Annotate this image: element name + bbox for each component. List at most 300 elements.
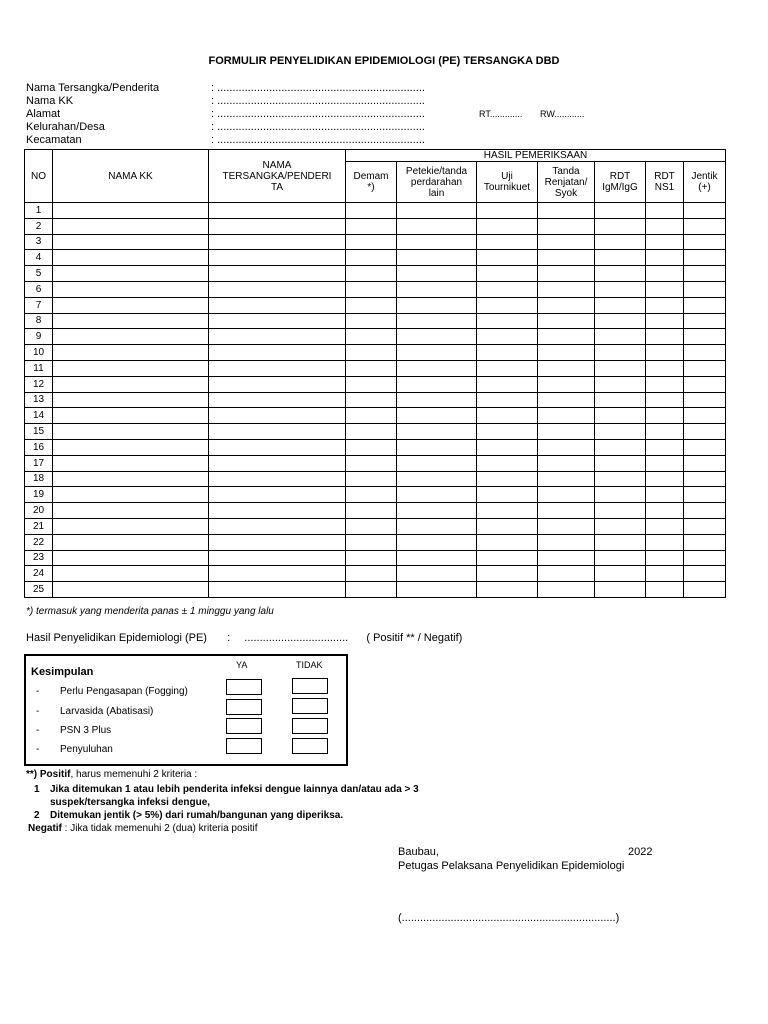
table-cell[interactable]	[595, 234, 646, 250]
table-cell[interactable]	[477, 250, 538, 266]
table-cell[interactable]	[53, 518, 209, 534]
table-cell[interactable]	[595, 408, 646, 424]
table-cell[interactable]	[595, 424, 646, 440]
table-cell[interactable]	[595, 550, 646, 566]
table-cell[interactable]	[684, 392, 726, 408]
table-cell[interactable]	[595, 376, 646, 392]
table-cell[interactable]	[346, 392, 397, 408]
table-cell[interactable]	[346, 455, 397, 471]
table-row	[25, 392, 726, 408]
ya-checkbox-fogging[interactable]	[226, 679, 262, 695]
info-label: Kelurahan/Desa	[26, 121, 105, 133]
table-cell[interactable]	[538, 234, 595, 250]
table-cell[interactable]	[538, 455, 595, 471]
table-cell[interactable]	[477, 503, 538, 519]
table-cell[interactable]	[595, 360, 646, 376]
table-cell[interactable]	[538, 360, 595, 376]
table-cell[interactable]	[397, 487, 477, 503]
table-cell[interactable]	[684, 203, 726, 219]
table-cell[interactable]	[538, 297, 595, 313]
table-cell[interactable]	[209, 234, 346, 250]
table-cell[interactable]	[595, 582, 646, 598]
table-cell[interactable]	[477, 408, 538, 424]
table-cell[interactable]	[684, 297, 726, 313]
table-cell[interactable]	[684, 582, 726, 598]
table-cell[interactable]	[538, 550, 595, 566]
table-cell[interactable]	[684, 424, 726, 440]
table-cell[interactable]	[646, 487, 684, 503]
header-no: NO	[25, 150, 53, 203]
table-cell[interactable]	[209, 266, 346, 282]
table-cell[interactable]	[397, 471, 477, 487]
table-cell[interactable]	[477, 439, 538, 455]
table-cell[interactable]	[538, 250, 595, 266]
kesimpulan-item: - Perlu Pengasapan (Fogging)	[36, 686, 188, 697]
table-cell[interactable]	[53, 376, 209, 392]
table-cell[interactable]	[477, 376, 538, 392]
table-cell[interactable]	[684, 376, 726, 392]
table-cell[interactable]	[538, 329, 595, 345]
table-cell[interactable]	[646, 281, 684, 297]
table-cell[interactable]	[538, 281, 595, 297]
table-cell[interactable]	[346, 203, 397, 219]
table-cell[interactable]	[538, 439, 595, 455]
table-cell[interactable]	[397, 424, 477, 440]
table-cell[interactable]	[595, 566, 646, 582]
table-row	[25, 471, 726, 487]
table-cell[interactable]	[346, 345, 397, 361]
table-row	[25, 203, 726, 219]
table-cell[interactable]	[538, 487, 595, 503]
table-cell[interactable]	[346, 487, 397, 503]
table-cell[interactable]	[346, 408, 397, 424]
examination-table	[24, 149, 726, 598]
header-demam: Demam *)	[346, 162, 397, 203]
table-cell[interactable]	[53, 297, 209, 313]
row-number: 23	[25, 550, 53, 566]
table-cell[interactable]	[646, 566, 684, 582]
table-cell[interactable]	[538, 266, 595, 282]
table-cell[interactable]	[53, 487, 209, 503]
table-cell[interactable]	[595, 218, 646, 234]
table-cell[interactable]	[595, 329, 646, 345]
table-cell[interactable]	[53, 313, 209, 329]
table-cell[interactable]	[684, 455, 726, 471]
criteria-1-cont: suspek/tersangka infeksi dengue,	[50, 797, 211, 808]
table-cell[interactable]	[684, 487, 726, 503]
table-cell[interactable]	[595, 203, 646, 219]
table-cell[interactable]	[53, 392, 209, 408]
table-cell[interactable]	[346, 439, 397, 455]
table-cell[interactable]	[397, 203, 477, 219]
table-cell[interactable]	[595, 266, 646, 282]
table-cell[interactable]	[346, 218, 397, 234]
table-cell[interactable]	[646, 266, 684, 282]
tidak-header: TIDAK	[296, 660, 323, 670]
table-cell[interactable]	[538, 518, 595, 534]
table-cell[interactable]	[684, 234, 726, 250]
table-cell[interactable]	[346, 313, 397, 329]
table-row	[25, 487, 726, 503]
table-cell[interactable]	[477, 266, 538, 282]
table-cell[interactable]	[209, 424, 346, 440]
table-cell[interactable]	[397, 281, 477, 297]
table-cell[interactable]	[684, 534, 726, 550]
table-cell[interactable]	[477, 471, 538, 487]
table-cell[interactable]	[397, 534, 477, 550]
info-value: : ....................................................................	[211, 95, 425, 107]
kesimpulan-item: - Larvasida (Abatisasi)	[36, 706, 154, 717]
table-cell[interactable]	[477, 345, 538, 361]
table-row	[25, 234, 726, 250]
table-cell[interactable]	[684, 471, 726, 487]
table-cell[interactable]	[346, 234, 397, 250]
table-cell[interactable]	[209, 455, 346, 471]
table-cell[interactable]	[595, 518, 646, 534]
table-cell[interactable]	[684, 566, 726, 582]
info-value: : ....................................................................	[211, 108, 425, 120]
table-cell[interactable]	[595, 455, 646, 471]
table-cell[interactable]	[646, 360, 684, 376]
table-cell[interactable]	[209, 360, 346, 376]
table-cell[interactable]	[684, 408, 726, 424]
table-cell[interactable]	[595, 503, 646, 519]
table-cell[interactable]	[538, 566, 595, 582]
hasil-pe-options: ( Positif ** / Negatif)	[366, 632, 463, 644]
ya-header: YA	[236, 660, 248, 670]
table-cell[interactable]	[595, 345, 646, 361]
info-value: : ....................................................................	[211, 121, 425, 133]
table-cell[interactable]	[397, 392, 477, 408]
table-row	[25, 518, 726, 534]
rt-field: RT.............	[479, 109, 523, 119]
table-cell[interactable]	[538, 203, 595, 219]
row-number: 15	[25, 424, 53, 440]
table-cell[interactable]	[346, 360, 397, 376]
table-cell[interactable]	[209, 487, 346, 503]
table-cell[interactable]	[538, 534, 595, 550]
table-cell[interactable]	[684, 345, 726, 361]
signature-name-line: (......................................................................)	[398, 912, 620, 924]
row-number: 21	[25, 518, 53, 534]
table-cell[interactable]	[684, 503, 726, 519]
table-cell[interactable]	[477, 455, 538, 471]
table-cell[interactable]	[477, 424, 538, 440]
table-cell[interactable]	[209, 518, 346, 534]
table-cell[interactable]	[646, 250, 684, 266]
row-number: 2	[25, 218, 53, 234]
table-cell[interactable]	[595, 439, 646, 455]
table-cell[interactable]	[538, 503, 595, 519]
table-cell[interactable]	[397, 360, 477, 376]
table-cell[interactable]	[684, 550, 726, 566]
ya-checkbox-psn[interactable]	[226, 718, 262, 734]
table-row	[25, 297, 726, 313]
table-cell[interactable]	[684, 266, 726, 282]
table-cell[interactable]	[646, 392, 684, 408]
table-cell[interactable]	[477, 329, 538, 345]
table-cell[interactable]	[538, 313, 595, 329]
table-cell[interactable]	[397, 313, 477, 329]
header-rdt-igm: RDT IgM/IgG	[595, 162, 646, 203]
tidak-checkbox-psn[interactable]	[292, 718, 328, 734]
table-cell[interactable]	[346, 281, 397, 297]
table-cell[interactable]	[397, 345, 477, 361]
table-cell[interactable]	[346, 534, 397, 550]
row-number: 8	[25, 313, 53, 329]
table-cell[interactable]	[595, 487, 646, 503]
table-cell[interactable]	[477, 360, 538, 376]
table-cell[interactable]	[209, 392, 346, 408]
table-row	[25, 250, 726, 266]
table-cell[interactable]	[595, 471, 646, 487]
table-cell[interactable]	[646, 218, 684, 234]
table-cell[interactable]	[538, 218, 595, 234]
table-cell[interactable]	[53, 566, 209, 582]
row-number: 11	[25, 360, 53, 376]
table-cell[interactable]	[477, 297, 538, 313]
table-cell[interactable]	[397, 503, 477, 519]
table-cell[interactable]	[477, 392, 538, 408]
table-cell[interactable]	[477, 487, 538, 503]
info-label: Nama Tersangka/Penderita	[26, 82, 160, 94]
table-cell[interactable]	[209, 203, 346, 219]
table-cell[interactable]	[53, 218, 209, 234]
table-cell[interactable]	[53, 281, 209, 297]
kesimpulan-item: - Penyuluhan	[36, 744, 113, 755]
table-cell[interactable]	[684, 360, 726, 376]
table-cell[interactable]	[595, 297, 646, 313]
table-row	[25, 408, 726, 424]
table-cell[interactable]	[346, 550, 397, 566]
table-cell[interactable]	[538, 392, 595, 408]
table-cell[interactable]	[209, 550, 346, 566]
table-cell[interactable]	[397, 250, 477, 266]
table-cell[interactable]	[209, 408, 346, 424]
table-cell[interactable]	[346, 566, 397, 582]
table-cell[interactable]	[646, 534, 684, 550]
table-cell[interactable]	[209, 218, 346, 234]
info-label: Nama KK	[26, 95, 74, 107]
table-cell[interactable]	[477, 203, 538, 219]
table-cell[interactable]	[397, 234, 477, 250]
table-cell[interactable]	[477, 550, 538, 566]
table-cell[interactable]	[346, 424, 397, 440]
table-cell[interactable]	[646, 345, 684, 361]
signature-block	[398, 846, 698, 924]
table-cell[interactable]	[346, 297, 397, 313]
table-cell[interactable]	[646, 550, 684, 566]
header-jentik: Jentik (+)	[684, 162, 726, 203]
table-cell[interactable]	[209, 281, 346, 297]
table-cell[interactable]	[53, 534, 209, 550]
table-cell[interactable]	[397, 566, 477, 582]
table-cell[interactable]	[53, 360, 209, 376]
table-cell[interactable]	[53, 503, 209, 519]
criteria-negatif: Negatif : Jika tidak memenuhi 2 (dua) kriteria positif	[28, 823, 258, 834]
table-cell[interactable]	[209, 297, 346, 313]
row-number: 17	[25, 455, 53, 471]
hasil-pe-colon: :	[227, 632, 231, 644]
table-cell[interactable]	[53, 424, 209, 440]
table-cell[interactable]	[595, 281, 646, 297]
table-row	[25, 534, 726, 550]
table-cell[interactable]	[477, 218, 538, 234]
table-row	[25, 329, 726, 345]
table-cell[interactable]	[53, 234, 209, 250]
row-number: 4	[25, 250, 53, 266]
tidak-checkbox-fogging[interactable]	[292, 678, 328, 694]
tidak-checkbox-penyuluhan[interactable]	[292, 738, 328, 754]
table-cell[interactable]	[684, 313, 726, 329]
row-number: 3	[25, 234, 53, 250]
table-cell[interactable]	[595, 392, 646, 408]
table-row	[25, 424, 726, 440]
table-cell[interactable]	[477, 534, 538, 550]
table-cell[interactable]	[346, 266, 397, 282]
table-cell[interactable]	[538, 345, 595, 361]
table-cell[interactable]	[538, 582, 595, 598]
table-cell[interactable]	[646, 503, 684, 519]
footnote: *) termasuk yang menderita panas ± 1 minggu yang lalu	[26, 606, 274, 617]
table-cell[interactable]	[53, 550, 209, 566]
row-number: 6	[25, 281, 53, 297]
ya-checkbox-penyuluhan[interactable]	[226, 738, 262, 754]
table-cell[interactable]	[346, 518, 397, 534]
row-number: 19	[25, 487, 53, 503]
table-cell[interactable]	[477, 313, 538, 329]
table-cell[interactable]	[53, 203, 209, 219]
table-row	[25, 281, 726, 297]
table-cell[interactable]	[477, 281, 538, 297]
row-number: 18	[25, 471, 53, 487]
table-row	[25, 360, 726, 376]
table-cell[interactable]	[397, 329, 477, 345]
table-cell[interactable]	[538, 471, 595, 487]
table-cell[interactable]	[346, 471, 397, 487]
info-label: Alamat	[26, 108, 61, 120]
table-cell[interactable]	[646, 203, 684, 219]
table-cell[interactable]	[346, 250, 397, 266]
table-cell[interactable]	[209, 376, 346, 392]
table-cell[interactable]	[53, 408, 209, 424]
table-cell[interactable]	[397, 266, 477, 282]
table-cell[interactable]	[209, 503, 346, 519]
table-cell[interactable]	[346, 503, 397, 519]
table-cell[interactable]	[684, 218, 726, 234]
table-cell[interactable]	[646, 518, 684, 534]
table-cell[interactable]	[397, 439, 477, 455]
tidak-checkbox-larvasida[interactable]	[292, 698, 328, 714]
table-cell[interactable]	[209, 250, 346, 266]
table-cell[interactable]	[538, 408, 595, 424]
table-cell[interactable]	[53, 582, 209, 598]
table-row	[25, 345, 726, 361]
table-cell[interactable]	[397, 376, 477, 392]
table-cell[interactable]	[684, 439, 726, 455]
table-cell[interactable]	[209, 566, 346, 582]
table-cell[interactable]	[397, 297, 477, 313]
table-cell[interactable]	[397, 455, 477, 471]
table-cell[interactable]	[646, 455, 684, 471]
table-row	[25, 582, 726, 598]
row-number: 12	[25, 376, 53, 392]
table-cell[interactable]	[684, 281, 726, 297]
table-cell[interactable]	[684, 250, 726, 266]
table-cell[interactable]	[684, 518, 726, 534]
table-cell[interactable]	[477, 518, 538, 534]
row-number: 22	[25, 534, 53, 550]
table-cell[interactable]	[53, 471, 209, 487]
table-cell[interactable]	[595, 313, 646, 329]
table-row	[25, 439, 726, 455]
table-cell[interactable]	[397, 550, 477, 566]
table-cell[interactable]	[646, 313, 684, 329]
row-number: 16	[25, 439, 53, 455]
table-cell[interactable]	[209, 582, 346, 598]
table-cell[interactable]	[53, 250, 209, 266]
table-cell[interactable]	[684, 329, 726, 345]
table-cell[interactable]	[397, 582, 477, 598]
signature-year: 2022	[628, 846, 653, 858]
table-cell[interactable]	[209, 329, 346, 345]
table-cell[interactable]	[646, 424, 684, 440]
table-cell[interactable]	[595, 250, 646, 266]
table-cell[interactable]	[346, 329, 397, 345]
header-rdt-ns1: RDT NS1	[646, 162, 684, 203]
kesimpulan-title: Kesimpulan	[31, 666, 94, 678]
table-cell[interactable]	[595, 534, 646, 550]
header-tanda-renjatan: Tanda Renjatan/ Syok	[538, 162, 595, 203]
criteria-section	[26, 768, 419, 835]
table-cell[interactable]	[397, 218, 477, 234]
table-cell[interactable]	[53, 329, 209, 345]
table-cell[interactable]	[53, 439, 209, 455]
table-cell[interactable]	[646, 329, 684, 345]
info-value: : ....................................................................	[211, 82, 425, 94]
table-cell[interactable]	[477, 566, 538, 582]
table-cell[interactable]	[346, 376, 397, 392]
table-cell[interactable]	[397, 408, 477, 424]
row-number: 14	[25, 408, 53, 424]
table-cell[interactable]	[53, 266, 209, 282]
table-cell[interactable]	[646, 297, 684, 313]
table-cell[interactable]	[477, 582, 538, 598]
ya-checkbox-larvasida[interactable]	[226, 699, 262, 715]
table-cell[interactable]	[209, 439, 346, 455]
table-cell[interactable]	[646, 376, 684, 392]
table-cell[interactable]	[646, 408, 684, 424]
table-row	[25, 266, 726, 282]
table-cell[interactable]	[477, 234, 538, 250]
table-cell[interactable]	[538, 424, 595, 440]
row-number: 24	[25, 566, 53, 582]
table-cell[interactable]	[646, 582, 684, 598]
table-cell[interactable]	[53, 455, 209, 471]
table-cell[interactable]	[209, 345, 346, 361]
table-cell[interactable]	[346, 582, 397, 598]
table-cell[interactable]	[646, 471, 684, 487]
table-cell[interactable]	[397, 518, 477, 534]
table-cell[interactable]	[538, 376, 595, 392]
hasil-pe-line	[26, 632, 462, 644]
table-cell[interactable]	[209, 471, 346, 487]
table-cell[interactable]	[53, 345, 209, 361]
table-cell[interactable]	[209, 313, 346, 329]
table-cell[interactable]	[209, 534, 346, 550]
table-cell[interactable]	[646, 234, 684, 250]
table-cell[interactable]	[646, 439, 684, 455]
